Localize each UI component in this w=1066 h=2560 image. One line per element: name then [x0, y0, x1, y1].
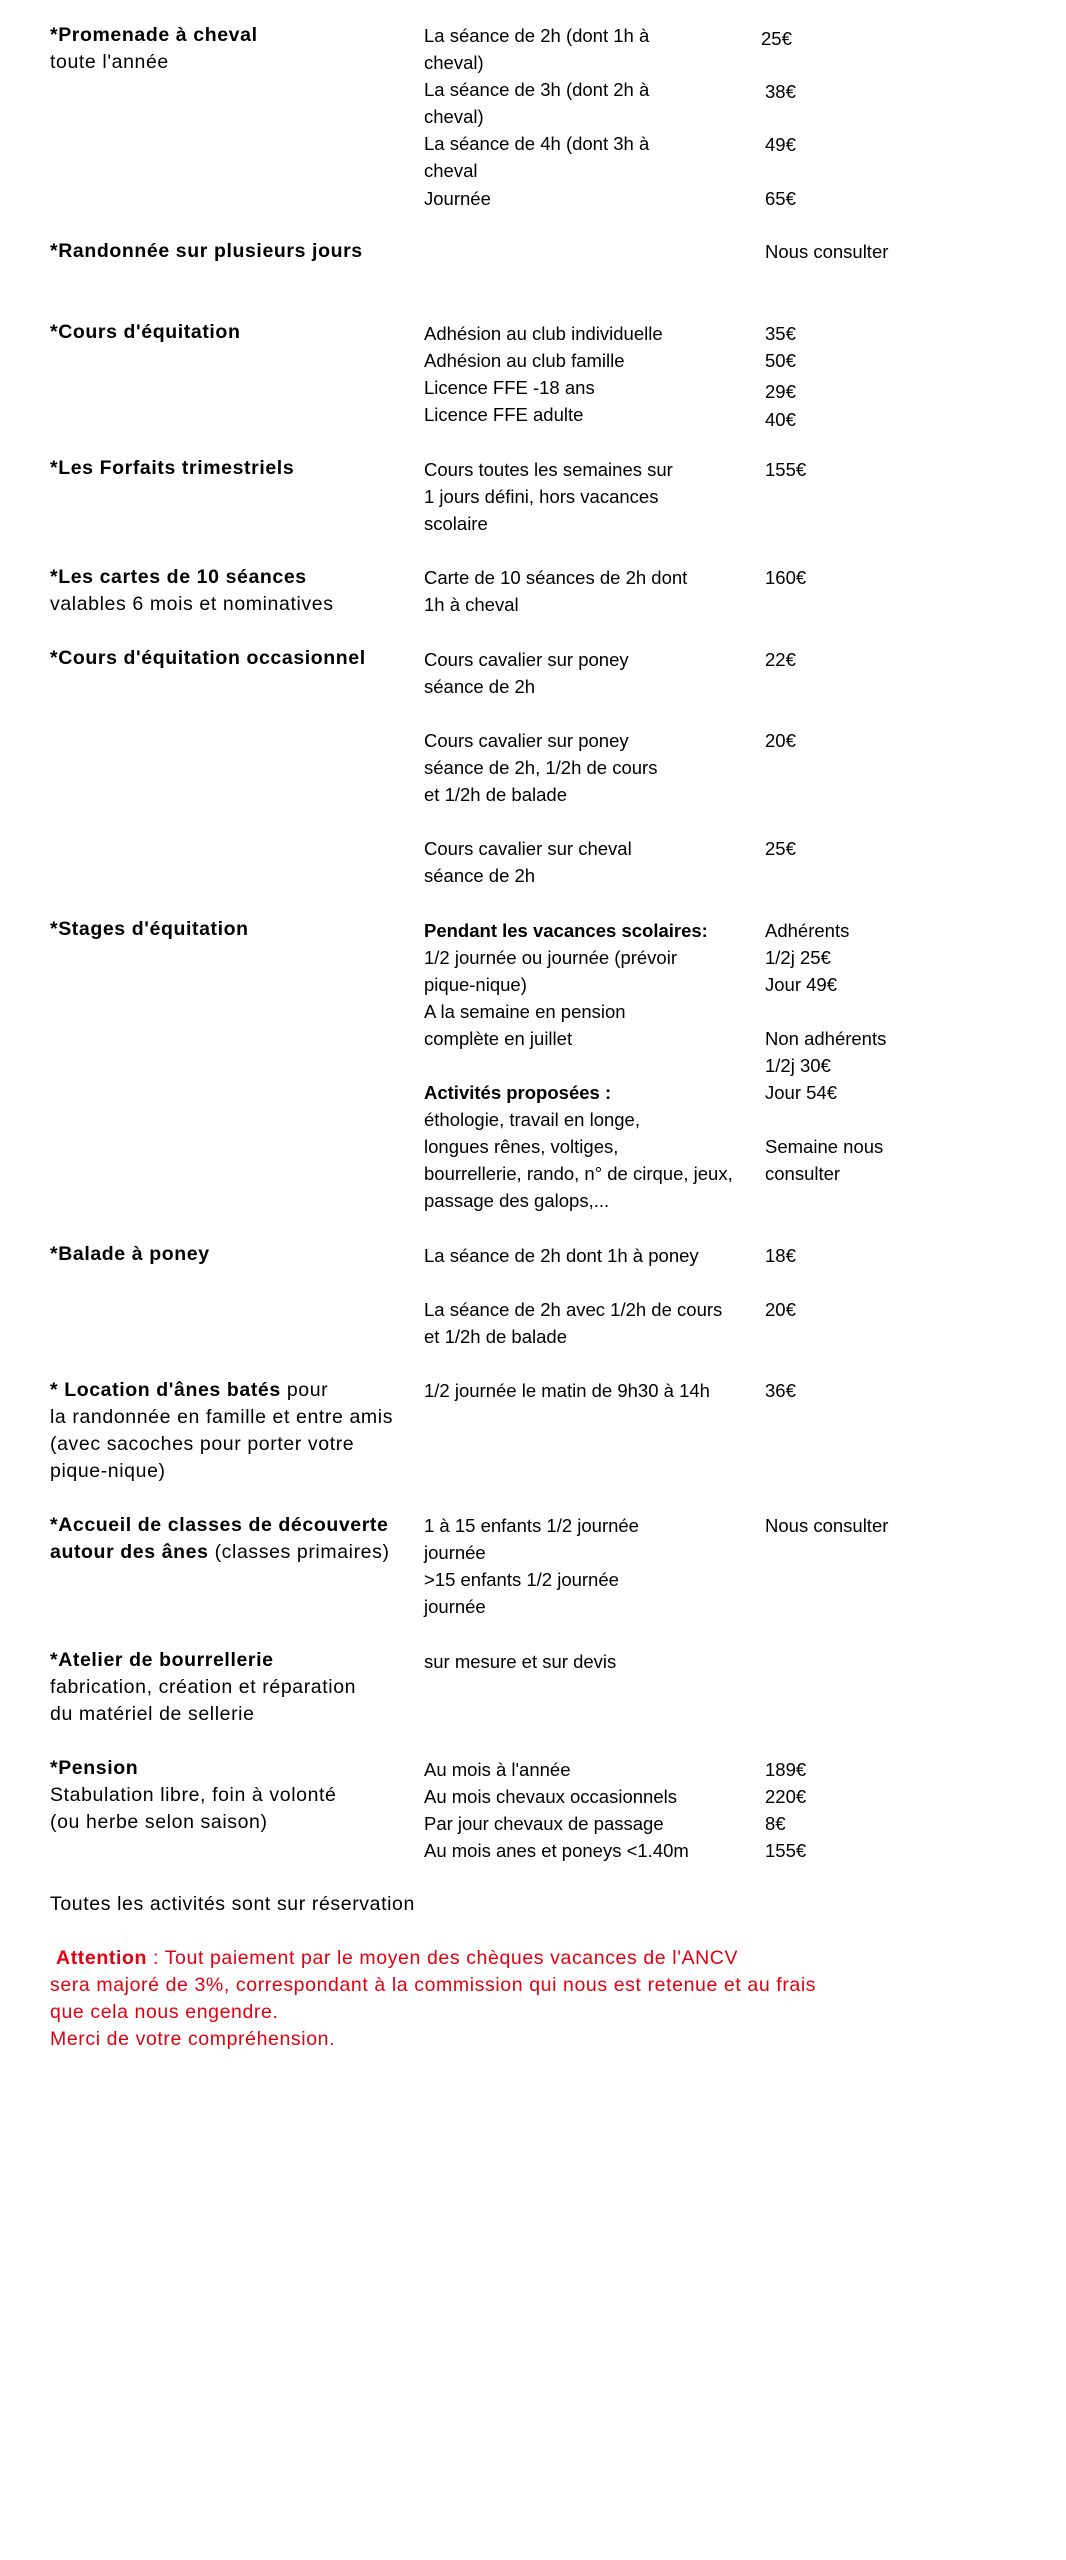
section-title-cartes: *Les cartes de 10 séances: [50, 566, 307, 588]
cartes-price: 160€: [765, 567, 807, 588]
stages-heading-vacances: Pendant les vacances scolaires:: [424, 920, 708, 941]
cours-item-2-price: 50€: [765, 350, 796, 371]
section-title-stages: *Stages d'équitation: [50, 918, 249, 940]
occasionnel-item-1-price: 22€: [765, 649, 796, 670]
section-title-classes-line-2: [50, 1539, 390, 1566]
stages-price-adherents: Adhérents: [765, 920, 850, 941]
stages-line-1: 1/2 journée ou journée (prévoir: [424, 947, 677, 968]
pension-item-4-price: 155€: [765, 1840, 807, 1861]
section-title-pension: *Pension: [50, 1757, 139, 1779]
promenade-item-4-line-1: Journée: [424, 188, 491, 209]
occasionnel-item-2-price: 20€: [765, 730, 796, 751]
promenade-item-1-price: 25€: [761, 28, 792, 49]
stages-activites-line-3: bourrellerie, rando, n° de cirque, jeux,: [424, 1163, 733, 1184]
section-title-atelier: *Atelier de bourrellerie: [50, 1649, 274, 1671]
forfaits-line-2: 1 jours défini, hors vacances: [424, 486, 659, 507]
pension-item-1-label: Au mois à l'année: [424, 1759, 571, 1780]
anes-subline-2: (avec sacoches pour porter votre: [50, 1433, 355, 1455]
occasionnel-item-2-line-3: et 1/2h de balade: [424, 784, 567, 805]
stages-line-2: pique-nique): [424, 974, 527, 995]
balade-item-1-price: 18€: [765, 1245, 796, 1266]
balade-item-2-price: 20€: [765, 1299, 796, 1320]
cours-item-3-price: 29€: [765, 381, 796, 402]
attention-line-2: sera majoré de 3%, correspondant à la commission qui nous est retenue et au frais: [50, 1974, 817, 1996]
pension-item-2-price: 220€: [765, 1786, 807, 1807]
occasionnel-item-1-line-2: séance de 2h: [424, 676, 536, 697]
stages-line-4: complète en juillet: [424, 1028, 573, 1049]
anes-subline-3: pique-nique): [50, 1460, 166, 1482]
anes-detail: 1/2 journée le matin de 9h30 à 14h: [424, 1380, 710, 1401]
balade-item-1-line-1: La séance de 2h dont 1h à poney: [424, 1245, 699, 1266]
cours-item-1-label: Adhésion au club individuelle: [424, 323, 663, 344]
attention-line-1: [50, 1945, 738, 1972]
cours-item-3-label: Licence FFE -18 ans: [424, 377, 595, 398]
occasionnel-item-2-line-2: séance de 2h, 1/2h de cours: [424, 757, 658, 778]
occasionnel-item-3-line-2: séance de 2h: [424, 865, 536, 886]
stages-activites-line-1: éthologie, travail en longe,: [424, 1109, 640, 1130]
stages-price-non-adherents-jour: Jour 54€: [765, 1082, 837, 1103]
occasionnel-item-1-line-1: Cours cavalier sur poney: [424, 649, 629, 670]
promenade-item-3-price: 49€: [765, 134, 796, 155]
classes-title-rest: (classes primaires): [208, 1541, 390, 1563]
stages-price-non-adherents-demi: 1/2j 30€: [765, 1055, 831, 1076]
promenade-item-1-line-2: cheval): [424, 52, 484, 73]
section-title-occasionnel: *Cours d'équitation occasionnel: [50, 647, 366, 669]
forfaits-price: 155€: [765, 459, 807, 480]
classes-line-4: journée: [424, 1596, 486, 1617]
anes-price: 36€: [765, 1380, 796, 1401]
section-title-classes: *Accueil de classes de découverte: [50, 1514, 389, 1536]
occasionnel-item-3-price: 25€: [765, 838, 796, 859]
reservation-note: Toutes les activités sont sur réservation: [50, 1893, 415, 1915]
stages-heading-activites: Activités proposées :: [424, 1082, 612, 1103]
section-title-balade: *Balade à poney: [50, 1243, 210, 1265]
cours-item-1-price: 35€: [765, 323, 796, 344]
stages-price-semaine: Semaine nous: [765, 1136, 884, 1157]
promenade-item-2-line-1: La séance de 3h (dont 2h à: [424, 79, 650, 100]
attention-label: Attention: [56, 1947, 147, 1969]
atelier-detail: sur mesure et sur devis: [424, 1651, 617, 1672]
stages-activites-line-4: passage des galops,...: [424, 1190, 610, 1211]
section-title-randonnee: *Randonnée sur plusieurs jours: [50, 240, 363, 262]
classes-line-2: journée: [424, 1542, 486, 1563]
classes-price: Nous consulter: [765, 1515, 889, 1536]
anes-subline-1: la randonnée en famille et entre amis: [50, 1406, 394, 1428]
balade-item-2-line-1: La séance de 2h avec 1/2h de cours: [424, 1299, 723, 1320]
promenade-item-3-line-2: cheval: [424, 160, 478, 181]
stages-price-semaine-2: consulter: [765, 1163, 841, 1184]
stages-price-adherents-jour: Jour 49€: [765, 974, 837, 995]
forfaits-line-1: Cours toutes les semaines sur: [424, 459, 673, 480]
classes-line-3: >15 enfants 1/2 journée: [424, 1569, 619, 1590]
cours-item-2-label: Adhésion au club famille: [424, 350, 625, 371]
pension-subline-2: (ou herbe selon saison): [50, 1811, 268, 1833]
atelier-subline-1: fabrication, création et réparation: [50, 1676, 357, 1698]
pension-item-3-label: Par jour chevaux de passage: [424, 1813, 664, 1834]
occasionnel-item-3-line-1: Cours cavalier sur cheval: [424, 838, 632, 859]
stages-price-non-adherents: Non adhérents: [765, 1028, 887, 1049]
pension-item-4-label: Au mois anes et poneys <1.40m: [424, 1840, 689, 1861]
anes-title-rest: pour: [280, 1379, 329, 1401]
attention-line-4: Merci de votre compréhension.: [50, 2028, 336, 2050]
section-title-anes: [50, 1377, 328, 1404]
stages-price-adherents-demi: 1/2j 25€: [765, 947, 831, 968]
stages-activites-line-2: longues rênes, voltiges,: [424, 1136, 619, 1157]
cartes-line-1: Carte de 10 séances de 2h dont: [424, 567, 688, 588]
forfaits-line-3: scolaire: [424, 513, 488, 534]
cartes-line-2: 1h à cheval: [424, 594, 519, 615]
balade-item-2-line-2: et 1/2h de balade: [424, 1326, 567, 1347]
promenade-item-2-price: 38€: [765, 81, 796, 102]
classes-line-1: 1 à 15 enfants 1/2 journée: [424, 1515, 639, 1536]
pension-item-3-price: 8€: [765, 1813, 786, 1834]
occasionnel-item-2-line-1: Cours cavalier sur poney: [424, 730, 629, 751]
section-subtitle-promenade: toute l'année: [50, 51, 169, 73]
promenade-item-3-line-1: La séance de 4h (dont 3h à: [424, 133, 650, 154]
section-title-forfaits: *Les Forfaits trimestriels: [50, 457, 295, 479]
section-subtitle-cartes: valables 6 mois et nominatives: [50, 593, 334, 615]
pension-item-1-price: 189€: [765, 1759, 807, 1780]
pension-subline-1: Stabulation libre, foin à volonté: [50, 1784, 337, 1806]
promenade-item-1-line-1: La séance de 2h (dont 1h à: [424, 25, 650, 46]
classes-title-bold: autour des ânes: [50, 1541, 209, 1563]
promenade-item-4-price: 65€: [765, 188, 796, 209]
attention-line-3: que cela nous engendre.: [50, 2001, 279, 2023]
atelier-subline-2: du matériel de sellerie: [50, 1703, 255, 1725]
section-title-promenade: *Promenade à cheval: [50, 24, 258, 46]
cours-item-4-label: Licence FFE adulte: [424, 404, 584, 425]
attention-line-1-text: : Tout paiement par le moyen des chèques vacances de l'ANCV: [147, 1947, 739, 1969]
anes-title-bold: * Location d'ânes batés: [50, 1379, 281, 1401]
randonnee-price: Nous consulter: [765, 241, 889, 262]
promenade-item-2-line-2: cheval): [424, 106, 484, 127]
cours-item-4-price: 40€: [765, 409, 796, 430]
pension-item-2-label: Au mois chevaux occasionnels: [424, 1786, 677, 1807]
section-title-cours: *Cours d'équitation: [50, 321, 241, 343]
stages-line-3: A la semaine en pension: [424, 1001, 626, 1022]
